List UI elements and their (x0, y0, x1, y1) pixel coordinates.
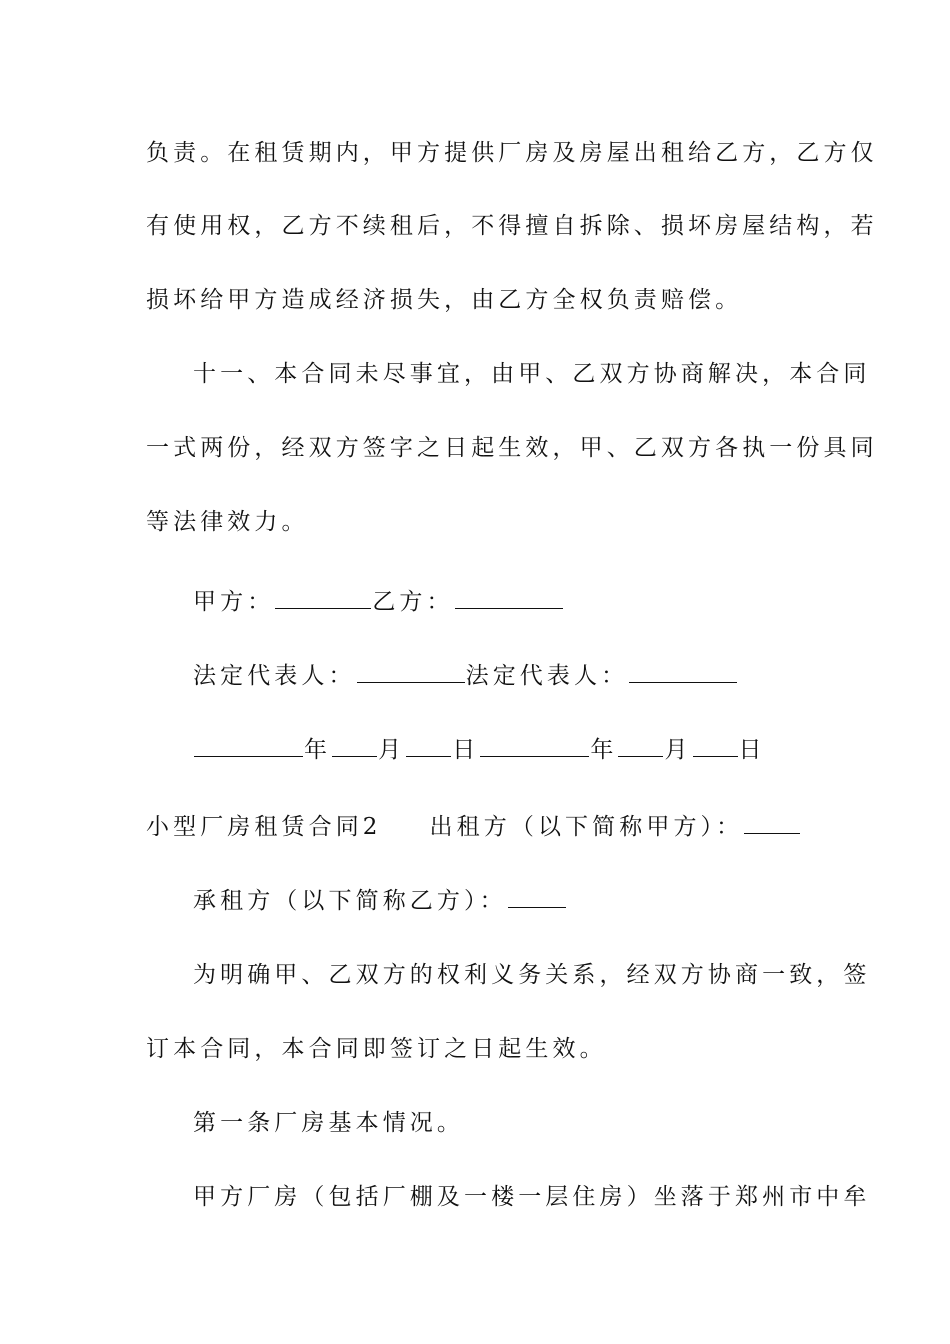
article-one-line: 甲方厂房（包括厂棚及一楼一层住房）坐落于郑州市中牟 (193, 1184, 871, 1210)
lessee-blank (508, 885, 566, 908)
paragraph-line: 负责。在租赁期内，甲方提供厂房及房屋出租给乙方，乙方仅 (146, 140, 878, 166)
month-blank-b (618, 734, 663, 757)
paragraph-line: 一式两份，经双方签字之日起生效，甲、乙双方各执一份具同 (146, 435, 878, 461)
rep-a-signature-blank (357, 660, 465, 683)
signature-representatives-line (193, 660, 853, 691)
day-blank-a (406, 734, 451, 757)
party-a-label: 甲方： (193, 589, 275, 615)
day-label: 日 (738, 737, 766, 763)
signature-parties-line (193, 586, 853, 617)
month-label: 月 (664, 737, 692, 763)
year-blank-a (194, 734, 303, 757)
article-one-title: 第一条厂房基本情况。 (193, 1110, 464, 1136)
second-contract-heading-line (146, 811, 806, 842)
rep-a-label: 法定代表人： (193, 663, 356, 689)
intro-line: 为明确甲、乙双方的权利义务关系，经双方协商一致，签 (193, 962, 871, 988)
day-label: 日 (452, 737, 480, 763)
month-blank-a (332, 734, 377, 757)
year-label: 年 (590, 737, 618, 763)
party-a-signature-blank (275, 586, 371, 609)
paragraph-line: 等法律效力。 (146, 509, 309, 535)
rep-b-label: 法定代表人： (465, 663, 629, 689)
lessor-label: 出租方（以下简称甲方）： (429, 814, 744, 840)
lessor-blank (744, 811, 800, 834)
intro-line: 订本合同，本合同即签订之日起生效。 (146, 1036, 607, 1062)
lessee-label: 承租方（以下简称乙方）： (193, 888, 507, 914)
year-blank-b (480, 734, 589, 757)
second-contract-title: 小型厂房租赁合同2 (146, 814, 382, 840)
signature-date-line (193, 734, 853, 765)
year-label: 年 (304, 737, 332, 763)
month-label: 月 (378, 737, 406, 763)
party-b-signature-blank (455, 586, 563, 609)
lessee-line (193, 885, 853, 916)
day-blank-b (693, 734, 738, 757)
clause-eleven-line: 十一、本合同未尽事宜，由甲、乙双方协商解决，本合同 (193, 361, 871, 387)
rep-b-signature-blank (629, 660, 737, 683)
party-b-label: 乙方： (372, 589, 454, 615)
paragraph-line: 有使用权，乙方不续租后，不得擅自拆除、损坏房屋结构，若 (146, 213, 878, 239)
paragraph-line: 损坏给甲方造成经济损失，由乙方全权负责赔偿。 (146, 287, 743, 313)
